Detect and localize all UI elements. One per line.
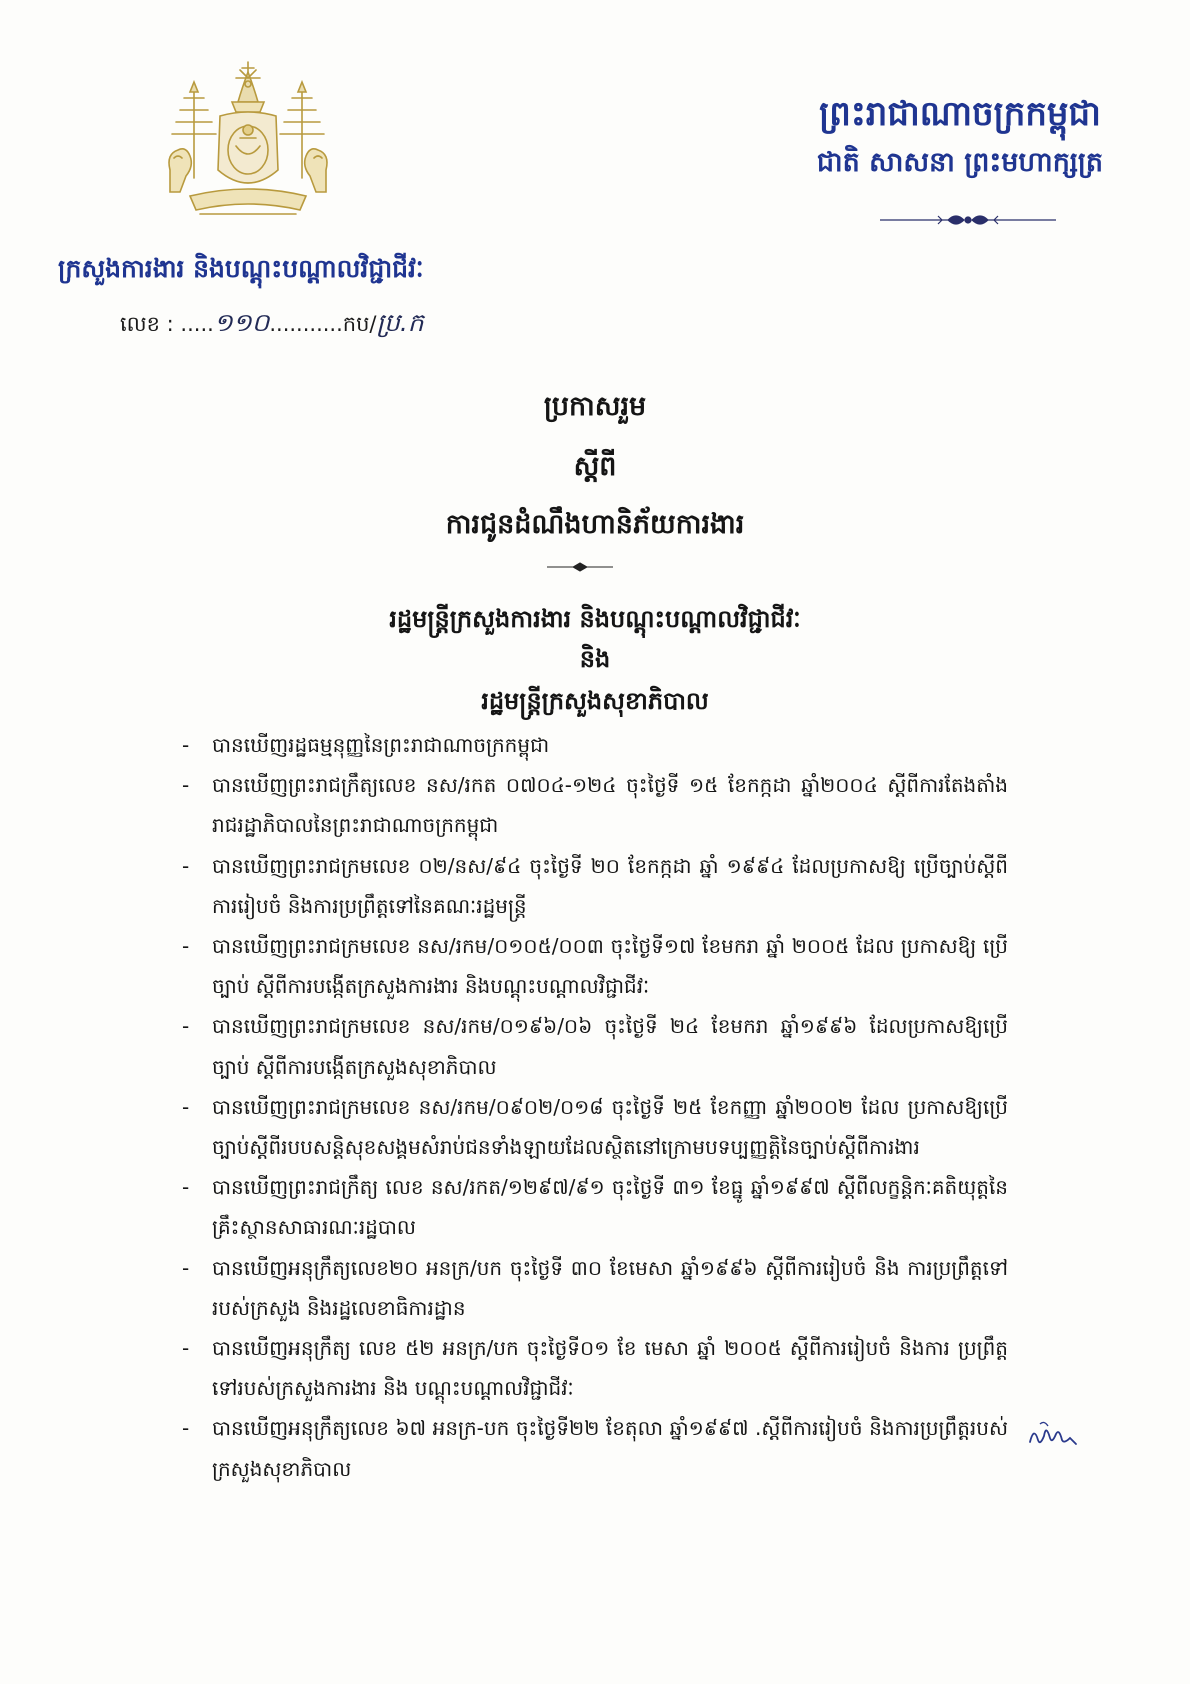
reference-text: បានឃើញអនុក្រឹត្យលេខ២០ អនក្រ/បក ចុះថ្ងៃទី ៣០ ខែមេសា ឆ្នាំ១៩៩៦ ស្តីពីការរៀបចំ និង ការប្រព្រឹត្តទៅរបស់ក្រសួង និងរដ្ឋលេខាធិការដ្ឋាន	[212, 1255, 1008, 1320]
list-item	[182, 846, 1008, 926]
bullet-dash: -	[182, 934, 190, 959]
ornament-divider-icon	[878, 210, 1058, 230]
reference-text: បានឃើញព្រះរាជក្រមលេខ នស/រកម/០១០៥/០០៣ ចុះថ្ងៃទី១៧ ខែមករា ឆ្នាំ ២០០៥ ដែល ប្រកាសឱ្យ ប្រើច្បាប់ ស្តីពីការបង្កើតក្រសួងការងារ និងបណ្តុះបណ្តាលវិជ្ជាជីវៈ	[212, 934, 1008, 999]
reference-number-line	[120, 308, 424, 344]
signatory-health-minister: រដ្ឋមន្ត្រីក្រសួងសុខាភិបាល	[481, 687, 709, 715]
bullet-dash: -	[182, 1255, 190, 1280]
bullet-dash: -	[182, 1094, 190, 1119]
list-item	[182, 1006, 1008, 1086]
bullet-dash: -	[182, 1014, 190, 1039]
list-item	[182, 1328, 1008, 1408]
reference-code: ប្រ.ក	[376, 308, 424, 337]
title-divider-icon	[545, 560, 615, 574]
reference-text: បានឃើញព្រះរាជក្រមលេខ នស/រកម/០១៩៦/០៦ ចុះថ្ងៃទី ២៤ ខែមករា ឆ្នាំ១៩៩៦ ដែលប្រកាសឱ្យប្រើច្បាប់ ស្តីពីការបង្កើតក្រសួងសុខាភិបាល	[212, 1014, 1008, 1079]
bullet-dash: -	[182, 1336, 190, 1361]
list-item	[182, 1167, 1008, 1247]
bullet-dash: -	[182, 1416, 190, 1441]
royal-emblem-icon	[150, 58, 346, 230]
list-item	[182, 725, 1008, 765]
reference-dots: ...........កប/	[269, 312, 377, 336]
document-subject: ការជូនដំណឹងហានិភ័យការងារ	[445, 509, 745, 540]
reference-label: លេខ : .....	[120, 312, 214, 336]
document-title-about: ស្តីពី	[573, 451, 617, 482]
bullet-dash: -	[182, 853, 190, 878]
reference-text: បានឃើញអនុក្រឹត្យ លេខ ៥២ អនក្រ/បក ចុះថ្ងៃទី០១ ខែ មេសា ឆ្នាំ ២០០៥ ស្តីពីការរៀបចំ និងការ ប្រព្រឹត្តទៅរបស់ក្រសួងការងារ និង បណ្តុះបណ្តាលវិជ្ជាជីវៈ	[212, 1336, 1008, 1401]
handwritten-initials-icon	[1026, 1418, 1078, 1452]
reference-text: បានឃើញអនុក្រឹត្យលេខ ៦៧ អនក្រ-បក ចុះថ្ងៃទី២២ ខែតុលា ឆ្នាំ១៩៩៧ .ស្តីពីការរៀបចំ និងការប្រព្រឹត្តរបស់ ក្រសួងសុខាភិបាល	[212, 1416, 1008, 1481]
list-item	[182, 926, 1008, 1006]
reference-text: បានឃើញព្រះរាជក្រមលេខ នស/រកម/០៩០២/០១៨ ចុះថ្ងៃទី ២៥ ខែកញ្ញា ឆ្នាំ២០០២ ដែល ប្រកាសឱ្យប្រើច្បាប់ស្តីពីរបបសន្តិសុខសង្គមសំរាប់ជនទាំងឡាយដែលស្ថិតនៅក្រោមបទប្បញ្ញត្តិនៃច្បាប់ស្តីពីការងារ	[212, 1094, 1008, 1160]
legal-references-list	[182, 725, 1008, 1489]
list-item	[182, 765, 1008, 845]
signatory-labour-minister: រដ្ឋមន្ត្រីក្រសួងការងារ និងបណ្តុះបណ្តាលវិជ្ជាជីវៈ	[389, 605, 801, 633]
reference-number: ១១០	[213, 308, 270, 337]
bullet-dash: -	[182, 773, 190, 798]
ministry-name: ក្រសួងការងារ និងបណ្តុះបណ្តាលវិជ្ជាជីវៈ	[58, 254, 424, 283]
reference-text: បានឃើញរដ្ឋធម្មនុញ្ញនៃព្រះរាជាណាចក្រកម្ពុជា	[212, 733, 550, 757]
signatory-conjunction: និង	[579, 645, 611, 673]
list-item	[182, 1248, 1008, 1328]
national-motto: ជាតិ សាសនា ព្រះមហាក្សត្រ	[816, 147, 1104, 178]
document-title: ប្រកាសរួម	[543, 391, 647, 422]
list-item	[182, 1408, 1008, 1488]
kingdom-heading: ព្រះរាជាណាចក្រកម្ពុជា	[819, 94, 1101, 134]
bullet-dash: -	[182, 733, 190, 757]
bullet-dash: -	[182, 1175, 190, 1200]
list-item	[182, 1087, 1008, 1167]
reference-text: បានឃើញព្រះរាជក្រមលេខ ០២/នស/៩៤ ចុះថ្ងៃទី ២០ ខែកក្កដា ឆ្នាំ ១៩៩៤ ដែលប្រកាសឱ្យ ប្រើច្បាប់ស្តីពីការរៀបចំ និងការប្រព្រឹត្តទៅនៃគណៈរដ្ឋមន្ត្រី	[212, 853, 1008, 918]
reference-text: បានឃើញព្រះរាជក្រឹត្យ លេខ នស/រកត/១២៩៧/៩១ ចុះថ្ងៃទី ៣១ ខែធ្នូ ឆ្នាំ១៩៩៧ ស្តីពីលក្ខន្តិកៈគតិយុត្តនៃគ្រឹះស្ថានសាធារណៈរដ្ឋបាល	[212, 1175, 1008, 1240]
reference-text: បានឃើញព្រះរាជក្រឹត្យលេខ នស/រកត ០៧០៤-១២៤ ចុះថ្ងៃទី ១៥ ខែកក្កដា ឆ្នាំ២០០៤ ស្តីពីការតែងតាំងរាជរដ្ឋាភិបាលនៃព្រះរាជាណាចក្រកម្ពុជា	[212, 773, 1008, 838]
